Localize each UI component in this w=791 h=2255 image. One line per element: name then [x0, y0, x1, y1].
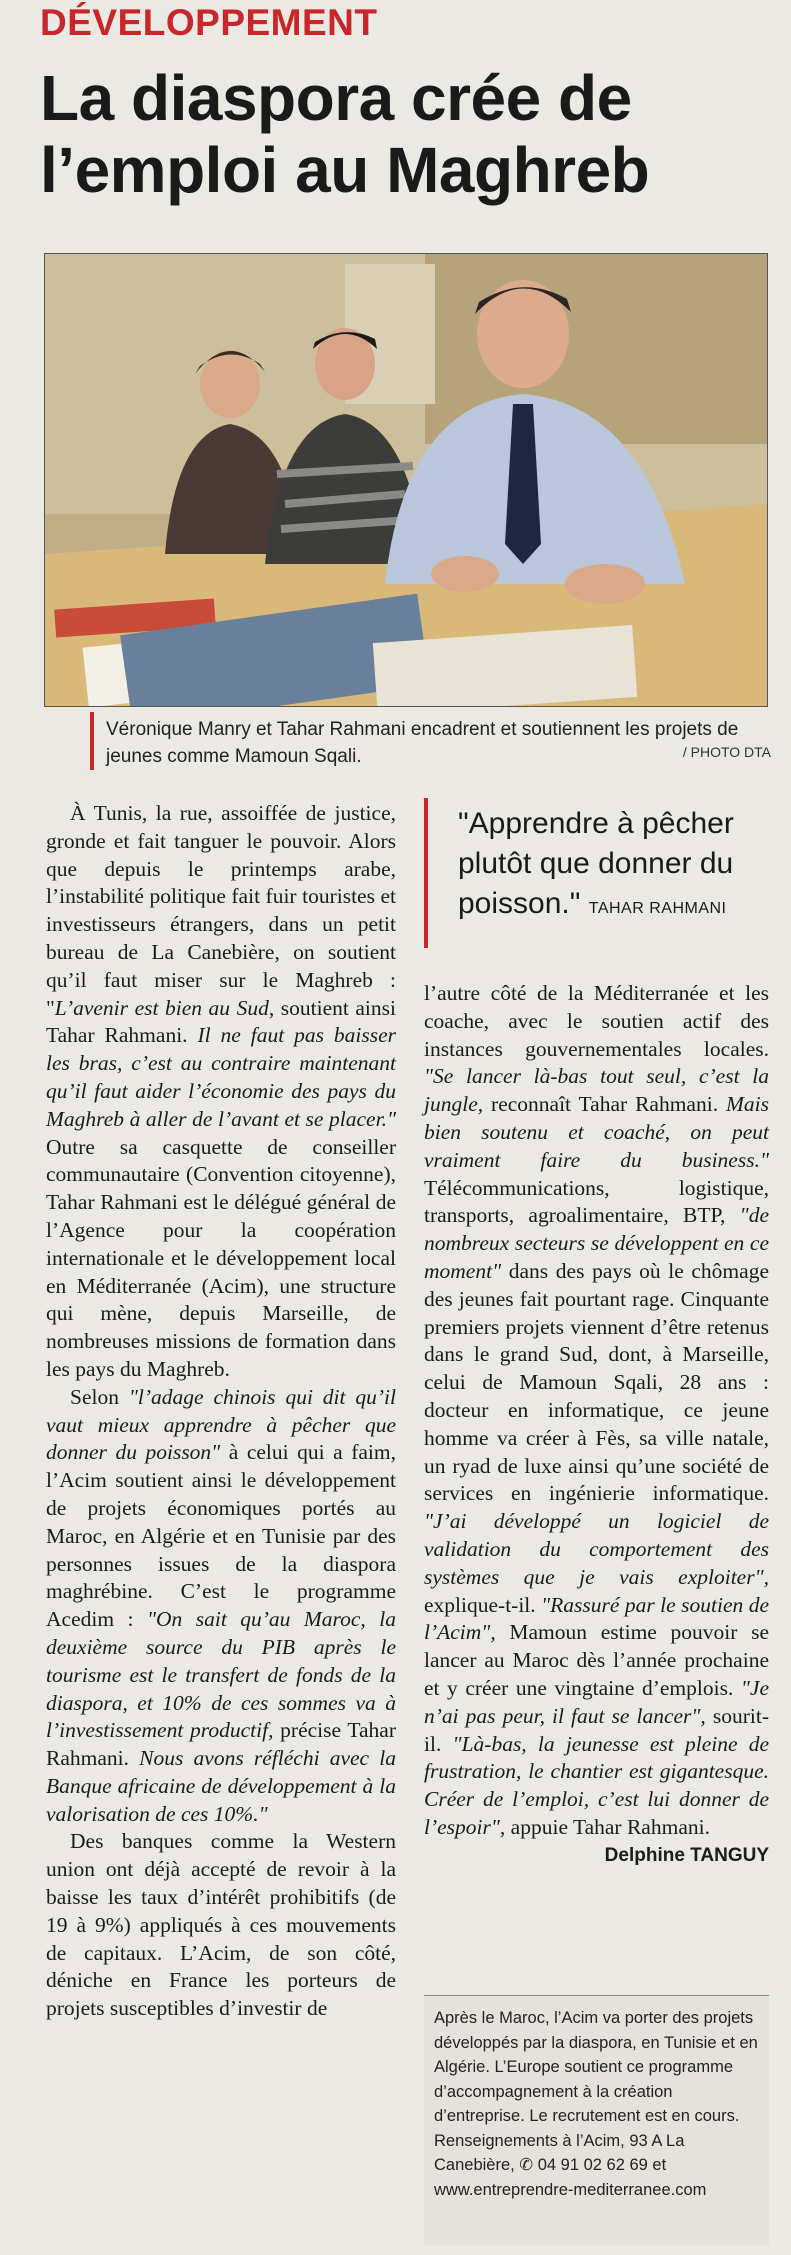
text-run: appuie Tahar Rahmani.	[505, 1814, 710, 1839]
text-run: Mamoun estime pouvoir se lancer au Maroc dès l’année prochaine et y créer une vingtaine d’emplois.	[424, 1620, 769, 1700]
quote-run: L’avenir est bien au Sud	[54, 995, 269, 1020]
text-run: Selon	[70, 1384, 129, 1409]
text-run: précise Tahar Rahmani.	[46, 1718, 396, 1771]
text-run: Outre sa casquette de conseiller communautaire (Convention citoyenne), Tahar Rahmani est le délégué général de l’Agence pour la coopération internationale et le développement local en Méditerranée (Acim), une structure qui mène, depuis Marseille, de nombreuses missions de formation dans les pays du Maghreb.	[46, 1134, 396, 1381]
pull-quote-text	[458, 804, 788, 929]
article-author: Delphine TANGUY	[604, 1844, 769, 1866]
text-run: Télécommunications, logistique, transports, agroalimentaire, BTP,	[424, 1175, 769, 1228]
quote-run: "de nombreux secteurs se développent en ce moment"	[424, 1203, 769, 1283]
quote-run: Il ne faut pas baisser les bras, c’est au contraire maintenant qu’il faut aider l’économie des pays du Maghreb à aller de l’avant et se placer."	[46, 1023, 397, 1131]
photo-caption	[90, 716, 770, 770]
text-run: sourit-il.	[424, 1703, 769, 1756]
text-run: explique-t-il.	[424, 1592, 542, 1617]
section-kicker: DÉVELOPPEMENT	[40, 2, 378, 43]
text-run: dans des pays où le chômage des jeunes fait pourtant rage. Cinquante premiers projets viennent d’être retenus dans le grand Sud, dont, à Marseille, celui de Mamoun Sqali, 28 ans : docteur en informatique, ce jeune homme va créer à Fès, sa ville natale, un ryad de luxe ainsi qu’une société de services en ingénierie informatique.	[424, 1258, 769, 1506]
quote-run: Mais bien soutenu et coaché, on peut vraiment faire du business."	[424, 1092, 769, 1172]
paragraph-2	[46, 1384, 396, 1829]
text-run: reconnaît Tahar Rahmani.	[483, 1092, 726, 1117]
paragraph-3: Des banques comme la Western union ont déjà accepté de revoir à la baisse les taux d’intérêt prohibitifs (de 19 à 9%) appliqués à ces mouvements de capitaux. L’Acim, de son côté, déniche en France les porteurs de projets susceptibles d’investir de	[46, 1829, 396, 2021]
quote-run: "l’adage chinois qui dit qu’il vaut mieux apprendre à pêcher que donner du poisson"	[46, 1384, 396, 1465]
info-sidebox: Après le Maroc, l’Acim va porter des projets développés par la diaspora, en Tunisie et en Algérie. L’Europe soutient ce programme d’accompagnement à la création d’entreprise. Le recrutement est en cours. Renseignements à l’Acim, 93 A La Canebière, ✆ 04 91 02 62 69 et www.entreprendre-mediterranee.com	[424, 1995, 769, 2245]
text-run: , soutient ainsi Tahar Rahmani.	[46, 995, 396, 1048]
quote-run: "Là-bas, la jeunesse est pleine de frustration, le chantier est gigantesque. Créer de l’emploi, c’est lui donner de l’espoir",	[424, 1731, 770, 1839]
photo-illustration	[45, 254, 767, 706]
caption-text: Véronique Manry et Tahar Rahmani encadrent et soutiennent les projets de jeunes comme Mamoun Sqali.	[106, 719, 739, 767]
paragraph-1	[46, 800, 396, 1384]
quote-run: Nous avons réfléchi avec la Banque africaine de développement à la valorisation de ces 10%."	[46, 1746, 396, 1826]
photo-credit: / PHOTO DTA	[682, 744, 771, 760]
pull-quote	[424, 798, 788, 948]
text-run: à celui qui a faim, l’Acim soutient ainsi le développement de projets économiques portés au Maroc, en Algérie et en Tunisie par des personnes issues de la diaspora maghrébine. C’est le programme Acedim :	[46, 1440, 396, 1632]
quote-run: "On sait qu’au Maroc, la deuxième source du PIB après le tourisme est le transfert de fonds de la diaspora, et 10% de ces sommes va à l’investissement productif,	[46, 1607, 396, 1743]
paragraph-4	[424, 980, 770, 1866]
headline: La diaspora crée de l’emploi au Maghreb	[40, 62, 650, 206]
article-column-2	[424, 980, 769, 1870]
article-column-1	[46, 800, 396, 2023]
quote-body: "Apprendre à pêcher plutôt que donner du poisson."	[458, 807, 734, 920]
quote-run: "J’ai développé un logiciel de validation du comportement des systèmes que je vais exploiter",	[424, 1509, 769, 1589]
quote-author: TAHAR RAHMANI	[588, 900, 727, 917]
article-photo	[44, 253, 768, 707]
quote-run: "Je n’ai pas peur, il faut se lancer",	[424, 1675, 769, 1728]
quote-run: "Rassuré par le soutien de l’Acim",	[424, 1592, 769, 1645]
text-run: À Tunis, la rue, assoiffée de justice, gronde et fait tanguer le pouvoir. Alors que depuis le printemps arabe, l’instabilité politique fait fuir touristes et investisseurs étrangers, dans un petit bureau de La Canebière, on soutient qu’il faut miser sur le Maghreb : "	[46, 801, 396, 1020]
quote-run: "Se lancer là-bas tout seul, c’est la jungle,	[424, 1064, 769, 1117]
text-run: l’autre côté de la Méditerranée et les coache, avec le soutien actif des instances gouvernementales locales.	[424, 981, 769, 1061]
